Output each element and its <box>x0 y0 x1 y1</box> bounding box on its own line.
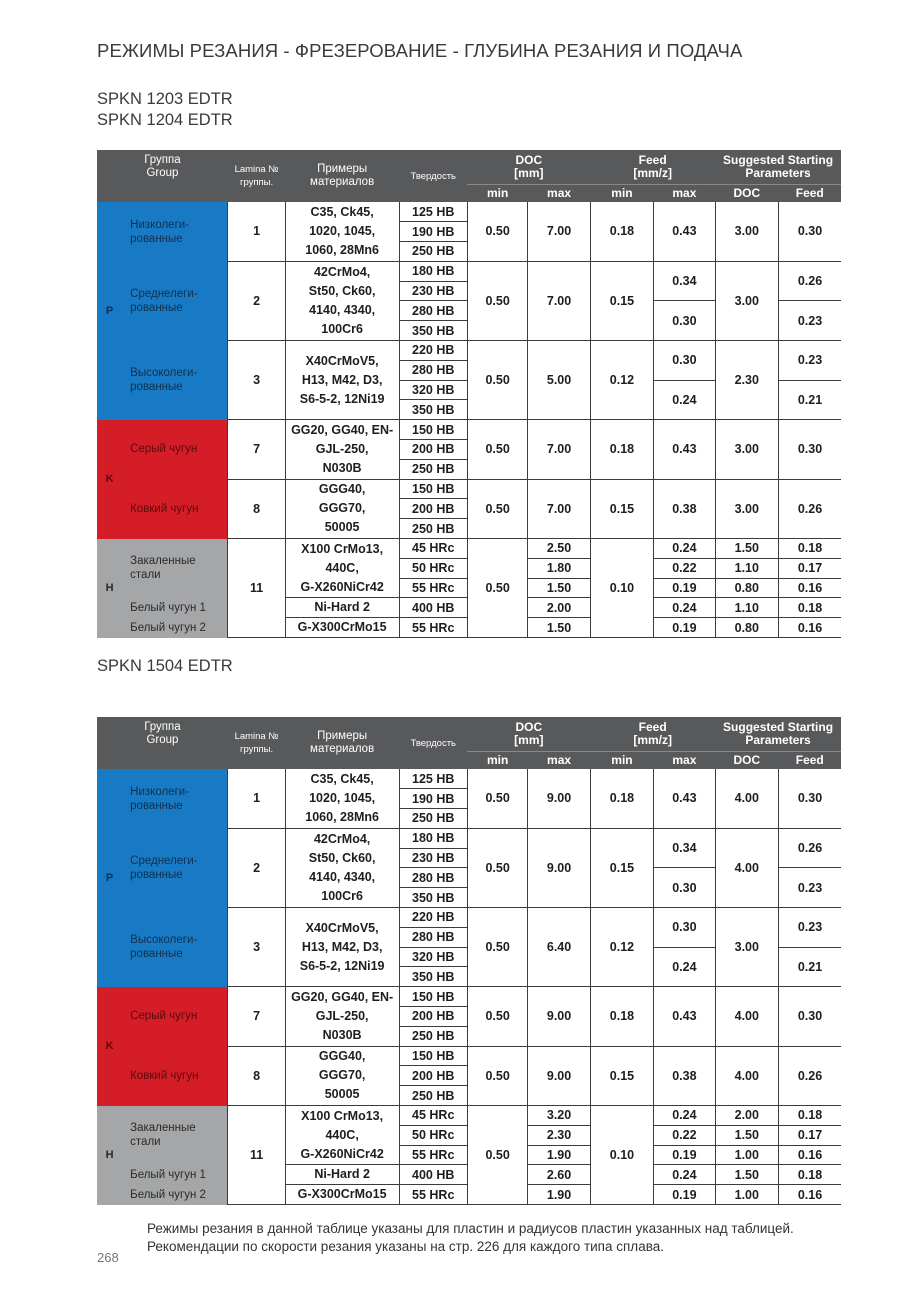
material-examples: 42CrMo4, St50, Ck60, 4140, 4340, 100Cr6 <box>285 261 399 340</box>
feed-max: 0.38 <box>654 1046 715 1105</box>
suggested-feed: 0.16 <box>779 578 841 598</box>
hardness-value: 150 HB <box>399 987 467 1007</box>
hardness-value: 125 HB <box>399 202 467 222</box>
hardness-value: 250 HB <box>399 459 467 479</box>
feed-max: 0.22 <box>654 1125 715 1145</box>
suggested-feed: 0.26 <box>779 479 841 538</box>
suggested-doc: 3.00 <box>715 908 778 987</box>
header-doc-max: max <box>528 751 590 769</box>
suggested-feed: 0.30 <box>779 769 841 828</box>
suggested-doc: 3.00 <box>715 479 778 538</box>
group-letter-P: P <box>97 769 122 987</box>
hardness-value: 280 HB <box>399 301 467 321</box>
suggested-doc: 1.50 <box>715 539 778 559</box>
lamina-number: 2 <box>228 828 285 907</box>
hardness-value: 350 HB <box>399 967 467 987</box>
suggested-doc: 4.00 <box>715 828 778 907</box>
page-number: 268 <box>97 1250 119 1265</box>
material-examples: G-X300CrMo15 <box>285 1185 399 1205</box>
material-examples: 42CrMo4, St50, Ck60, 4140, 4340, 100Cr6 <box>285 828 399 907</box>
group-name: Высоколеги- рованные <box>122 341 228 420</box>
insert-model-1504: SPKN 1504 EDTR <box>97 657 233 675</box>
group-name: Закаленные стали <box>122 1106 228 1165</box>
suggested-doc: 3.00 <box>715 202 778 261</box>
group-letter-K: K <box>97 420 122 539</box>
hardness-value: 250 HB <box>399 1026 467 1046</box>
feed-max: 0.24 <box>654 1165 715 1185</box>
hardness-value: 55 HRc <box>399 578 467 598</box>
doc-max: 3.20 <box>528 1106 590 1126</box>
feed-min: 0.15 <box>590 261 653 340</box>
doc-min: 0.50 <box>467 202 527 261</box>
doc-max: 2.50 <box>528 539 590 559</box>
doc-max: 2.30 <box>528 1125 590 1145</box>
suggested-feed: 0.26 <box>779 828 841 868</box>
header-feed-max: max <box>654 751 715 769</box>
feed-max: 0.24 <box>654 1106 715 1126</box>
suggested-feed: 0.18 <box>779 598 841 618</box>
hardness-value: 150 HB <box>399 1046 467 1066</box>
doc-min: 0.50 <box>467 908 527 987</box>
insert-model-1203: SPKN 1203 EDTR <box>97 90 233 108</box>
suggested-doc: 0.80 <box>715 578 778 598</box>
feed-min: 0.15 <box>590 1046 653 1105</box>
header-suggested: Suggested Starting Parameters <box>715 150 841 184</box>
hardness-value: 280 HB <box>399 360 467 380</box>
lamina-number: 7 <box>228 420 285 479</box>
feed-min: 0.18 <box>590 769 653 828</box>
header-suggested: Suggested Starting Parameters <box>715 717 841 751</box>
header-group: Группа Group <box>97 717 228 751</box>
header-suggested-doc: DOC <box>715 751 778 769</box>
suggested-doc: 1.50 <box>715 1125 778 1145</box>
doc-max: 7.00 <box>528 420 590 479</box>
feed-max: 0.24 <box>654 380 715 420</box>
doc-min: 0.50 <box>467 769 527 828</box>
feed-min: 0.10 <box>590 539 653 638</box>
group-name: Серый чугун <box>122 420 228 479</box>
material-examples: GG20, GG40, EN- GJL-250, N030B <box>285 420 399 479</box>
group-name: Ковкий чугун <box>122 479 228 538</box>
header-doc-max: max <box>528 184 590 202</box>
hardness-value: 50 HRc <box>399 1125 467 1145</box>
insert-model-1204: SPKN 1204 EDTR <box>97 111 233 129</box>
hardness-value: 180 HB <box>399 828 467 848</box>
doc-max: 9.00 <box>528 769 590 828</box>
suggested-feed: 0.23 <box>779 868 841 908</box>
material-examples: G-X300CrMo15 <box>285 618 399 638</box>
material-examples: X100 CrMo13, 440C, G-X260NiCr42 <box>285 539 399 598</box>
hardness-value: 50 HRc <box>399 558 467 578</box>
material-examples: X40CrMoV5, H13, M42, D3, S6-5-2, 12Ni19 <box>285 908 399 987</box>
hardness-value: 190 HB <box>399 222 467 242</box>
header-feed-min: min <box>590 751 653 769</box>
hardness-value: 350 HB <box>399 888 467 908</box>
header-feed-min: min <box>590 184 653 202</box>
doc-max: 7.00 <box>528 202 590 261</box>
feed-min: 0.10 <box>590 1106 653 1205</box>
header-suggested-feed: Feed <box>779 751 841 769</box>
doc-max: 1.90 <box>528 1185 590 1205</box>
hardness-value: 190 HB <box>399 789 467 809</box>
suggested-doc: 1.50 <box>715 1165 778 1185</box>
feed-min: 0.18 <box>590 202 653 261</box>
suggested-doc: 3.00 <box>715 261 778 340</box>
feed-max: 0.22 <box>654 558 715 578</box>
header-doc-min: min <box>467 751 527 769</box>
header-group: Группа Group <box>97 150 228 184</box>
header-hardness: Твердость <box>399 150 467 202</box>
feed-min: 0.15 <box>590 479 653 538</box>
doc-max: 7.00 <box>528 479 590 538</box>
hardness-value: 350 HB <box>399 321 467 341</box>
hardness-value: 55 HRc <box>399 1145 467 1165</box>
doc-max: 2.00 <box>528 598 590 618</box>
group-name: Среднелеги- рованные <box>122 828 228 907</box>
suggested-feed: 0.21 <box>779 380 841 420</box>
feed-max: 0.34 <box>654 828 715 868</box>
doc-max: 1.90 <box>528 1145 590 1165</box>
hardness-value: 200 HB <box>399 1066 467 1086</box>
header-doc-min: min <box>467 184 527 202</box>
material-examples: Ni-Hard 2 <box>285 1165 399 1185</box>
suggested-feed: 0.23 <box>779 301 841 341</box>
doc-min: 0.50 <box>467 479 527 538</box>
feed-max: 0.43 <box>654 202 715 261</box>
hardness-value: 400 HB <box>399 1165 467 1185</box>
feed-max: 0.19 <box>654 1145 715 1165</box>
suggested-feed: 0.18 <box>779 1106 841 1126</box>
header-suggested-doc: DOC <box>715 184 778 202</box>
doc-max: 9.00 <box>528 828 590 907</box>
doc-min: 0.50 <box>467 828 527 907</box>
feed-max: 0.34 <box>654 261 715 301</box>
material-examples: Ni-Hard 2 <box>285 598 399 618</box>
header-examples: Примеры материалов <box>285 150 399 202</box>
header-examples: Примеры материалов <box>285 717 399 769</box>
suggested-feed: 0.16 <box>779 618 841 638</box>
hardness-value: 220 HB <box>399 908 467 928</box>
suggested-feed: 0.30 <box>779 987 841 1046</box>
hardness-value: 200 HB <box>399 499 467 519</box>
hardness-value: 45 HRc <box>399 1106 467 1126</box>
hardness-value: 280 HB <box>399 927 467 947</box>
doc-max: 2.60 <box>528 1165 590 1185</box>
material-examples: X100 CrMo13, 440C, G-X260NiCr42 <box>285 1106 399 1165</box>
lamina-number: 11 <box>228 539 285 638</box>
suggested-feed: 0.18 <box>779 1165 841 1185</box>
group-name: Ковкий чугун <box>122 1046 228 1105</box>
feed-max: 0.24 <box>654 539 715 559</box>
suggested-doc: 4.00 <box>715 987 778 1046</box>
doc-max: 1.50 <box>528 618 590 638</box>
lamina-number: 11 <box>228 1106 285 1205</box>
feed-max: 0.19 <box>654 618 715 638</box>
suggested-feed: 0.23 <box>779 908 841 948</box>
suggested-feed: 0.30 <box>779 202 841 261</box>
hardness-value: 55 HRc <box>399 1185 467 1205</box>
doc-min: 0.50 <box>467 539 527 638</box>
suggested-feed: 0.18 <box>779 539 841 559</box>
header-doc: DOC [mm] <box>467 717 590 751</box>
hardness-value: 150 HB <box>399 420 467 440</box>
feed-max: 0.24 <box>654 947 715 987</box>
lamina-number: 3 <box>228 341 285 420</box>
material-examples: GG20, GG40, EN- GJL-250, N030B <box>285 987 399 1046</box>
header-hardness: Твердость <box>399 717 467 769</box>
lamina-number: 3 <box>228 908 285 987</box>
suggested-doc: 2.30 <box>715 341 778 420</box>
footnote-line-1: Режимы резания в данной таблице указаны для пластин и радиусов пластин указанных над таблицей. <box>147 1221 794 1236</box>
doc-min: 0.50 <box>467 1106 527 1205</box>
page-title: РЕЖИМЫ РЕЗАНИЯ - ФРЕЗЕРОВАНИЕ - ГЛУБИНА РЕЗАНИЯ И ПОДАЧА <box>97 40 743 61</box>
doc-min: 0.50 <box>467 420 527 479</box>
suggested-feed: 0.21 <box>779 947 841 987</box>
lamina-number: 8 <box>228 479 285 538</box>
hardness-value: 250 HB <box>399 1086 467 1106</box>
feed-max: 0.38 <box>654 479 715 538</box>
lamina-number: 7 <box>228 987 285 1046</box>
suggested-feed: 0.26 <box>779 1046 841 1105</box>
group-name: Высоколеги- рованные <box>122 908 228 987</box>
group-letter-H: H <box>97 1106 122 1205</box>
feed-min: 0.18 <box>590 987 653 1046</box>
group-name: Серый чугун <box>122 987 228 1046</box>
hardness-value: 180 HB <box>399 261 467 281</box>
feed-max: 0.30 <box>654 341 715 381</box>
hardness-value: 250 HB <box>399 809 467 829</box>
hardness-value: 320 HB <box>399 380 467 400</box>
doc-max: 1.50 <box>528 578 590 598</box>
header-feed-max: max <box>654 184 715 202</box>
hardness-value: 350 HB <box>399 400 467 420</box>
hardness-value: 250 HB <box>399 242 467 262</box>
group-name: Белый чугун 1 <box>122 598 228 618</box>
group-letter-P: P <box>97 202 122 420</box>
feed-min: 0.15 <box>590 828 653 907</box>
feed-max: 0.19 <box>654 578 715 598</box>
group-name: Белый чугун 1 <box>122 1165 228 1185</box>
header-feed: Feed [mm/z] <box>590 717 715 751</box>
header-lamina: Lamina № группы. <box>228 717 285 769</box>
hardness-value: 320 HB <box>399 947 467 967</box>
header-doc: DOC [mm] <box>467 150 590 184</box>
group-letter-H: H <box>97 539 122 638</box>
feed-min: 0.12 <box>590 341 653 420</box>
doc-max: 1.80 <box>528 558 590 578</box>
suggested-doc: 1.00 <box>715 1185 778 1205</box>
feed-max: 0.43 <box>654 987 715 1046</box>
material-examples: GGG40, GGG70, 50005 <box>285 1046 399 1105</box>
suggested-feed: 0.26 <box>779 261 841 301</box>
suggested-feed: 0.30 <box>779 420 841 479</box>
group-name: Низколеги- рованные <box>122 202 228 261</box>
header-lamina: Lamina № группы. <box>228 150 285 202</box>
suggested-doc: 2.00 <box>715 1106 778 1126</box>
suggested-doc: 3.00 <box>715 420 778 479</box>
hardness-value: 280 HB <box>399 868 467 888</box>
doc-min: 0.50 <box>467 987 527 1046</box>
group-name: Закаленные стали <box>122 539 228 598</box>
suggested-feed: 0.17 <box>779 558 841 578</box>
header-feed: Feed [mm/z] <box>590 150 715 184</box>
feed-min: 0.18 <box>590 420 653 479</box>
hardness-value: 250 HB <box>399 519 467 539</box>
lamina-number: 2 <box>228 261 285 340</box>
group-name: Среднелеги- рованные <box>122 261 228 340</box>
hardness-value: 220 HB <box>399 341 467 361</box>
suggested-doc: 1.10 <box>715 558 778 578</box>
lamina-number: 1 <box>228 202 285 261</box>
material-examples: GGG40, GGG70, 50005 <box>285 479 399 538</box>
feed-max: 0.43 <box>654 420 715 479</box>
doc-min: 0.50 <box>467 261 527 340</box>
doc-max: 5.00 <box>528 341 590 420</box>
doc-max: 6.40 <box>528 908 590 987</box>
feed-max: 0.30 <box>654 301 715 341</box>
hardness-value: 230 HB <box>399 848 467 868</box>
material-examples: X40CrMoV5, H13, M42, D3, S6-5-2, 12Ni19 <box>285 341 399 420</box>
hardness-value: 400 HB <box>399 598 467 618</box>
group-name: Низколеги- рованные <box>122 769 228 828</box>
hardness-value: 125 HB <box>399 769 467 789</box>
suggested-doc: 4.00 <box>715 1046 778 1105</box>
doc-min: 0.50 <box>467 1046 527 1105</box>
group-name: Белый чугун 2 <box>122 618 228 638</box>
feed-max: 0.30 <box>654 908 715 948</box>
suggested-doc: 1.00 <box>715 1145 778 1165</box>
feed-max: 0.19 <box>654 1185 715 1205</box>
material-examples: C35, Ck45, 1020, 1045, 1060, 28Mn6 <box>285 202 399 261</box>
header-suggested-feed: Feed <box>779 184 841 202</box>
cutting-table-2 <box>97 717 841 1205</box>
feed-max: 0.43 <box>654 769 715 828</box>
suggested-feed: 0.17 <box>779 1125 841 1145</box>
doc-max: 9.00 <box>528 1046 590 1105</box>
group-letter-K: K <box>97 987 122 1106</box>
suggested-feed: 0.16 <box>779 1185 841 1205</box>
hardness-value: 200 HB <box>399 440 467 460</box>
suggested-feed: 0.16 <box>779 1145 841 1165</box>
hardness-value: 230 HB <box>399 281 467 301</box>
hardness-value: 150 HB <box>399 479 467 499</box>
hardness-value: 200 HB <box>399 1007 467 1027</box>
feed-min: 0.12 <box>590 908 653 987</box>
suggested-doc: 1.10 <box>715 598 778 618</box>
hardness-value: 45 HRc <box>399 539 467 559</box>
doc-min: 0.50 <box>467 341 527 420</box>
footnote <box>147 1220 794 1256</box>
lamina-number: 8 <box>228 1046 285 1105</box>
lamina-number: 1 <box>228 769 285 828</box>
feed-max: 0.30 <box>654 868 715 908</box>
doc-max: 7.00 <box>528 261 590 340</box>
hardness-value: 55 HRc <box>399 618 467 638</box>
footnote-line-2: Рекомендации по скорости резания указаны на стр. 226 для каждого типа сплава. <box>147 1239 664 1254</box>
feed-max: 0.24 <box>654 598 715 618</box>
material-examples: C35, Ck45, 1020, 1045, 1060, 28Mn6 <box>285 769 399 828</box>
suggested-doc: 0.80 <box>715 618 778 638</box>
group-name: Белый чугун 2 <box>122 1185 228 1205</box>
cutting-table-1 <box>97 150 841 638</box>
suggested-doc: 4.00 <box>715 769 778 828</box>
suggested-feed: 0.23 <box>779 341 841 381</box>
doc-max: 9.00 <box>528 987 590 1046</box>
